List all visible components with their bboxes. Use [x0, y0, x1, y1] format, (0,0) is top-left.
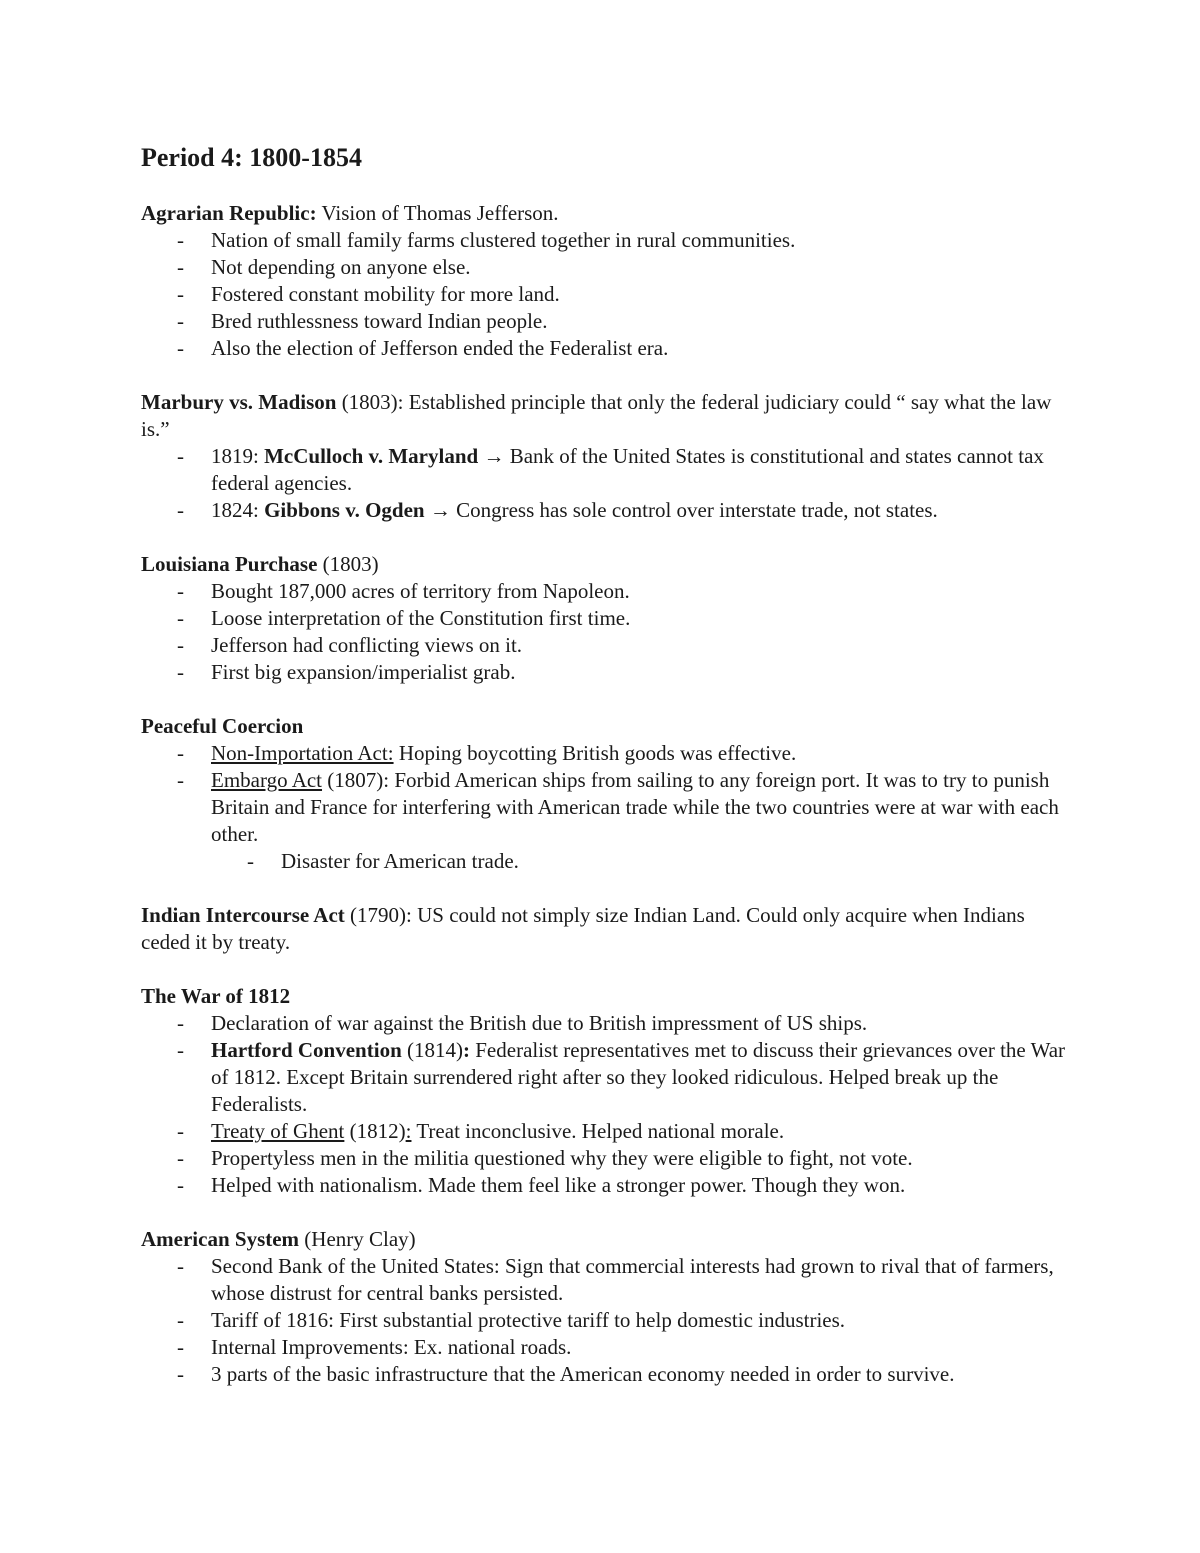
section-louisiana-purchase [141, 551, 1071, 686]
item-year: 1824: [211, 498, 265, 522]
list-item: - Bred ruthlessness toward Indian people. [141, 308, 1071, 335]
section-heading: American System [141, 1227, 300, 1251]
section-heading-line [141, 902, 1071, 956]
item-text: → Congress has sole control over interstate trade, not states. [424, 498, 938, 522]
case-name: McCulloch v. Maryland [264, 444, 479, 468]
section-american-system [141, 1226, 1071, 1388]
section-heading: Peaceful Coercion [141, 714, 304, 738]
list-item [141, 443, 1071, 497]
nested-bullet-list [141, 848, 1071, 875]
section-peaceful-coercion [141, 713, 1071, 875]
list-item: - Bought 187,000 acres of territory from Napoleon. [141, 578, 1071, 605]
list-item [141, 767, 1071, 848]
list-item [141, 1037, 1071, 1118]
list-item: - Propertyless men in the militia questioned why they were eligible to fight, not vote. [141, 1145, 1071, 1172]
list-item: - Nation of small family farms clustered together in rural communities. [141, 227, 1071, 254]
item-text: → Bank of the United States is constitutional and states cannot tax federal agencies. [211, 444, 1044, 495]
item-text: Federalist representatives met to discuss their grievances over the War of 1812. Except Britain surrendered right after so they looked ridiculous. Helped break up the Federalists. [211, 1038, 1066, 1116]
list-item: - Second Bank of the United States: Sign that commercial interests had grown to rival that of farmers, whose distrust for central banks persisted. [141, 1253, 1071, 1307]
list-item: - Fostered constant mobility for more land. [141, 281, 1071, 308]
document-content [141, 140, 1071, 1415]
page-title: Period 4: 1800-1854 [141, 143, 362, 172]
list-item: - Disaster for American trade. [141, 848, 1071, 875]
item-text: Treat inconclusive. Helped national morale. [411, 1119, 785, 1143]
bullet-list [141, 227, 1071, 362]
section-heading: The War of 1812 [141, 984, 291, 1008]
list-item: - Jefferson had conflicting views on it. [141, 632, 1071, 659]
section-heading: Agrarian Republic: [141, 201, 317, 225]
section-intro: (1790): US could not simply size Indian Land. Could only acquire when Indians ceded it by treaty. [141, 903, 1025, 954]
section-heading-line [141, 200, 1071, 227]
list-item: - Loose interpretation of the Constitution first time. [141, 605, 1071, 632]
section-intro: (1803): Established principle that only the federal judiciary could “ say what the law is.” [141, 390, 1052, 441]
bullet-list [141, 740, 1071, 848]
event-year: (1812) [344, 1119, 406, 1143]
section-heading-line [141, 713, 1071, 740]
bullet-list [141, 1253, 1071, 1388]
treaty-name: Treaty of Ghent [211, 1119, 345, 1143]
list-item: - Tariff of 1816: First substantial protective tariff to help domestic industries. [141, 1307, 1071, 1334]
item-year: 1819: [211, 444, 265, 468]
bullet-list [141, 443, 1071, 524]
event-year: (1814) [401, 1038, 463, 1062]
item-text: Hoping boycotting British goods was effective. [393, 741, 797, 765]
list-item: - Helped with nationalism. Made them feel like a stronger power. Though they won. [141, 1172, 1071, 1199]
list-item: - 3 parts of the basic infrastructure that the American economy needed in order to survive. [141, 1361, 1071, 1388]
section-heading-line [141, 551, 1071, 578]
case-name: Gibbons v. Ogden [264, 498, 425, 522]
act-name: Non-Importation Act: [211, 741, 394, 765]
section-marbury-vs-madison [141, 389, 1071, 524]
section-intro: (1803) [317, 552, 379, 576]
section-heading: Marbury vs. Madison [141, 390, 337, 414]
section-indian-intercourse-act [141, 902, 1071, 956]
section-intro: (Henry Clay) [299, 1227, 416, 1251]
section-heading-line [141, 983, 1071, 1010]
section-heading: Louisiana Purchase [141, 552, 318, 576]
list-item: - Not depending on anyone else. [141, 254, 1071, 281]
list-item [141, 1118, 1071, 1145]
section-intro: Vision of Thomas Jefferson. [316, 201, 559, 225]
list-item: - Also the election of Jefferson ended the Federalist era. [141, 335, 1071, 362]
section-agrarian-republic [141, 200, 1071, 362]
list-item [141, 497, 1071, 524]
act-name: Embargo Act [211, 768, 323, 792]
section-heading: Indian Intercourse Act [141, 903, 345, 927]
section-heading-line [141, 389, 1071, 443]
section-heading-line [141, 1226, 1071, 1253]
bullet-list [141, 1010, 1071, 1199]
punctuation: : [405, 1119, 412, 1143]
item-text: (1807): Forbid American ships from sailing to any foreign port. It was to try to punish Britain and France for interfering with American trade while the two countries were at war with each other. [211, 768, 1059, 846]
list-item: - Declaration of war against the British due to British impressment of US ships. [141, 1010, 1071, 1037]
bullet-list [141, 578, 1071, 686]
list-item [141, 740, 1071, 767]
punctuation: : [463, 1038, 470, 1062]
section-war-of-1812 [141, 983, 1071, 1199]
event-name: Hartford Convention [211, 1038, 402, 1062]
list-item: - Internal Improvements: Ex. national roads. [141, 1334, 1071, 1361]
list-item: - First big expansion/imperialist grab. [141, 659, 1071, 686]
